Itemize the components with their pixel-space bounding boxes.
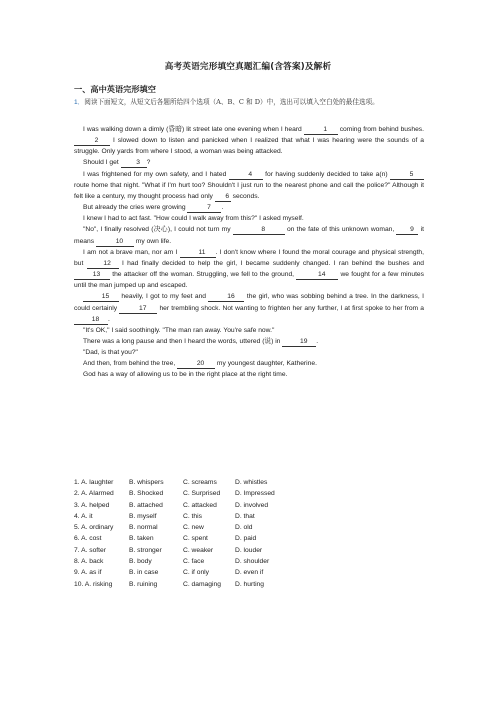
passage-text: it means: [74, 226, 425, 245]
answer-blank[interactable]: 6: [215, 192, 231, 202]
passage-text: "No", I finally resolved (决心), I could not turn my: [83, 226, 233, 234]
answer-blank[interactable]: 5: [390, 170, 424, 180]
passage-paragraph: [74, 224, 424, 246]
options-list: [74, 477, 295, 590]
answer-option[interactable]: C. screams: [183, 479, 217, 486]
passage-paragraph: [74, 291, 424, 324]
answer-blank[interactable]: 9: [396, 225, 418, 235]
passage-text: I was frightened for my own safety, and I hated: [83, 170, 229, 178]
passage-text: route home that night. "What if I'm hurt too? Shouldn't I just run to the nearest phone and call the police?" Although it felt like a century, my thought process had only: [74, 181, 424, 200]
passage-text: I knew I had to act fast. "How could I walk away from this?" I asked myself.: [83, 215, 304, 223]
passage-text: But already the cries were growing: [83, 204, 188, 212]
passage-text: .: [316, 337, 319, 345]
passage-text: my youngest daughter, Katherine.: [215, 360, 317, 368]
answer-option[interactable]: C. damaging: [183, 580, 221, 588]
passage-text: There was a long pause and then I heard the words, uttered (说) in: [83, 337, 283, 345]
passage-text: I slowed down to listen and panicked when I realized that what I was hearing were the sounds of a struggle. Only yards from where I stood, a woman was being attacked.: [74, 137, 424, 156]
answer-blank[interactable]: 12: [87, 259, 119, 269]
answer-blank[interactable]: 13: [74, 270, 110, 280]
answer-blank[interactable]: 7: [187, 203, 221, 213]
passage-text: . I don't know where I found the moral courage and physical strength, but: [74, 248, 425, 267]
answer-option[interactable]: 9. A. as if: [74, 569, 102, 577]
answer-option[interactable]: 8. A. back: [74, 558, 104, 566]
passage-paragraph: [74, 369, 424, 380]
answer-blank[interactable]: 3: [121, 158, 147, 168]
answer-blank[interactable]: 14: [296, 270, 338, 280]
passage-text: my own life.: [133, 237, 172, 245]
answer-blank[interactable]: 18: [74, 315, 108, 325]
answer-option[interactable]: 1. A. laughter: [74, 479, 114, 486]
passage-text: God has a way of allowing us to be in the right place at the right time.: [83, 371, 288, 379]
answer-option[interactable]: D. hurting: [235, 580, 264, 588]
answer-option[interactable]: 7. A. softer: [74, 546, 106, 554]
answer-option[interactable]: D. Impressed: [235, 490, 275, 498]
answer-option[interactable]: B. whispers: [129, 479, 164, 486]
passage: [74, 124, 424, 381]
option-row: [74, 488, 295, 499]
passage-paragraph: [74, 213, 424, 224]
answer-option[interactable]: C. face: [183, 558, 205, 566]
passage-text: ?: [146, 159, 151, 167]
answer-option[interactable]: 4. A. it: [74, 512, 93, 520]
passage-text: "Dad, is that you?": [83, 349, 138, 357]
answer-option[interactable]: B. normal: [129, 524, 158, 532]
option-row: [74, 522, 295, 533]
answer-option[interactable]: C. spent: [183, 535, 208, 543]
passage-text: Should I get: [83, 159, 121, 167]
answer-blank[interactable]: 16: [208, 292, 244, 302]
passage-paragraph: [74, 124, 424, 157]
answer-option[interactable]: D. even if: [235, 569, 264, 577]
passage-text: I am not a brave man, nor am I: [83, 248, 180, 256]
instruction-text: 阅读下面短文，从短文后各题所给四个选项（A、B、C 和 D）中，选出可以填入空白处的最佳选项。: [84, 98, 379, 106]
answer-blank[interactable]: 8: [233, 225, 285, 235]
passage-text: the attacker off the woman. Struggling, we fell to the ground,: [110, 271, 297, 279]
passage-paragraph: [74, 336, 424, 347]
option-row: [74, 556, 295, 567]
answer-option[interactable]: 10. A. risking: [74, 580, 113, 588]
answer-blank[interactable]: 15: [83, 292, 119, 302]
question-number: 1．: [74, 99, 85, 106]
answer-option[interactable]: D. old: [235, 524, 253, 532]
passage-text: seconds.: [230, 192, 260, 200]
passage-paragraph: [74, 202, 424, 213]
passage-text: I was walking down a dimly (昏暗) lit street late one evening when I heard: [83, 126, 304, 133]
answer-option[interactable]: C. Surprised: [183, 490, 221, 498]
passage-text: "It's OK," I said soothingly. "The man ran away. You're safe now.": [83, 326, 275, 334]
passage-text: heavily, I got to my feet and: [119, 293, 209, 301]
answer-option[interactable]: B. body: [129, 558, 152, 566]
passage-paragraph: [74, 169, 424, 202]
passage-paragraph: [74, 325, 424, 336]
answer-blank[interactable]: 2: [74, 136, 110, 146]
answer-blank[interactable]: 17: [119, 304, 157, 314]
answer-option[interactable]: 5. A. ordinary: [74, 524, 114, 532]
passage-text: on the fate of this unknown woman,: [284, 226, 397, 234]
passage-text: for having suddenly decided to take a(n): [262, 170, 391, 178]
answer-option[interactable]: B. myself: [129, 512, 157, 520]
answer-option[interactable]: 2. A. Alarmed: [74, 490, 114, 498]
option-row: [74, 533, 295, 544]
passage-paragraph: [74, 247, 424, 292]
passage-paragraph: [74, 347, 424, 358]
option-row: [74, 545, 295, 556]
answer-option[interactable]: C. attacked: [183, 501, 217, 509]
answer-option[interactable]: B. Shocked: [129, 490, 164, 498]
passage-text: her trembling shock. Not wanting to frighten her any further, I at first spoke to her from a: [157, 304, 425, 312]
option-row: [74, 579, 295, 590]
passage-text: .: [221, 204, 224, 212]
answer-option[interactable]: 3. A. helped: [74, 501, 110, 509]
option-row: [74, 477, 295, 488]
answer-blank[interactable]: 20: [177, 359, 215, 369]
answer-option[interactable]: B. in case: [129, 569, 159, 577]
answer-blank[interactable]: 11: [180, 248, 216, 258]
passage-text: .: [108, 315, 110, 323]
answer-option[interactable]: D. whistles: [235, 479, 268, 486]
answer-option[interactable]: D. paid: [235, 535, 257, 543]
option-row: [74, 567, 295, 578]
answer-blank[interactable]: 4: [229, 170, 263, 180]
question-instruction: [74, 97, 424, 108]
answer-blank[interactable]: 10: [96, 237, 134, 247]
answer-option[interactable]: B. attached: [129, 501, 163, 509]
passage-text: And then, from behind the tree,: [83, 360, 178, 368]
passage-paragraph: [74, 358, 424, 369]
answer-option[interactable]: D. involved: [235, 501, 269, 509]
answer-option[interactable]: D. shoulder: [235, 558, 270, 566]
passage-paragraph: [74, 157, 424, 168]
option-row: [74, 511, 295, 522]
document-title: 高考英语完形填空真题汇编(含答案)及解析: [164, 62, 332, 72]
answer-option[interactable]: B. ruining: [129, 580, 158, 588]
answer-option[interactable]: C. new: [183, 524, 204, 532]
option-row: [74, 500, 295, 511]
answer-option[interactable]: C. this: [183, 512, 202, 520]
answer-blank[interactable]: 19: [282, 337, 316, 347]
answer-option[interactable]: D. that: [235, 512, 255, 520]
answer-blank[interactable]: 1: [304, 125, 338, 135]
answer-option[interactable]: D. louder: [235, 546, 263, 554]
answer-option[interactable]: 6. A. cost: [74, 535, 102, 543]
answer-option[interactable]: B. taken: [129, 535, 154, 543]
answer-option[interactable]: B. stronger: [129, 546, 162, 554]
answer-option[interactable]: C. if only: [183, 569, 210, 577]
passage-text: coming from behind bushes.: [337, 126, 425, 133]
answer-option[interactable]: C. weaker: [183, 546, 214, 554]
passage-text: we fought for a few minutes until the man jumped up and escaped.: [74, 271, 424, 290]
passage-text: I had finally decided to help the girl, I became suddenly changed. I ran behind the bushes and: [118, 259, 425, 267]
section-heading: 一、高中英语完形填空: [74, 84, 156, 94]
passage-text: the girl, who was sobbing behind a tree. In the darkness, I could certainly: [74, 293, 424, 312]
